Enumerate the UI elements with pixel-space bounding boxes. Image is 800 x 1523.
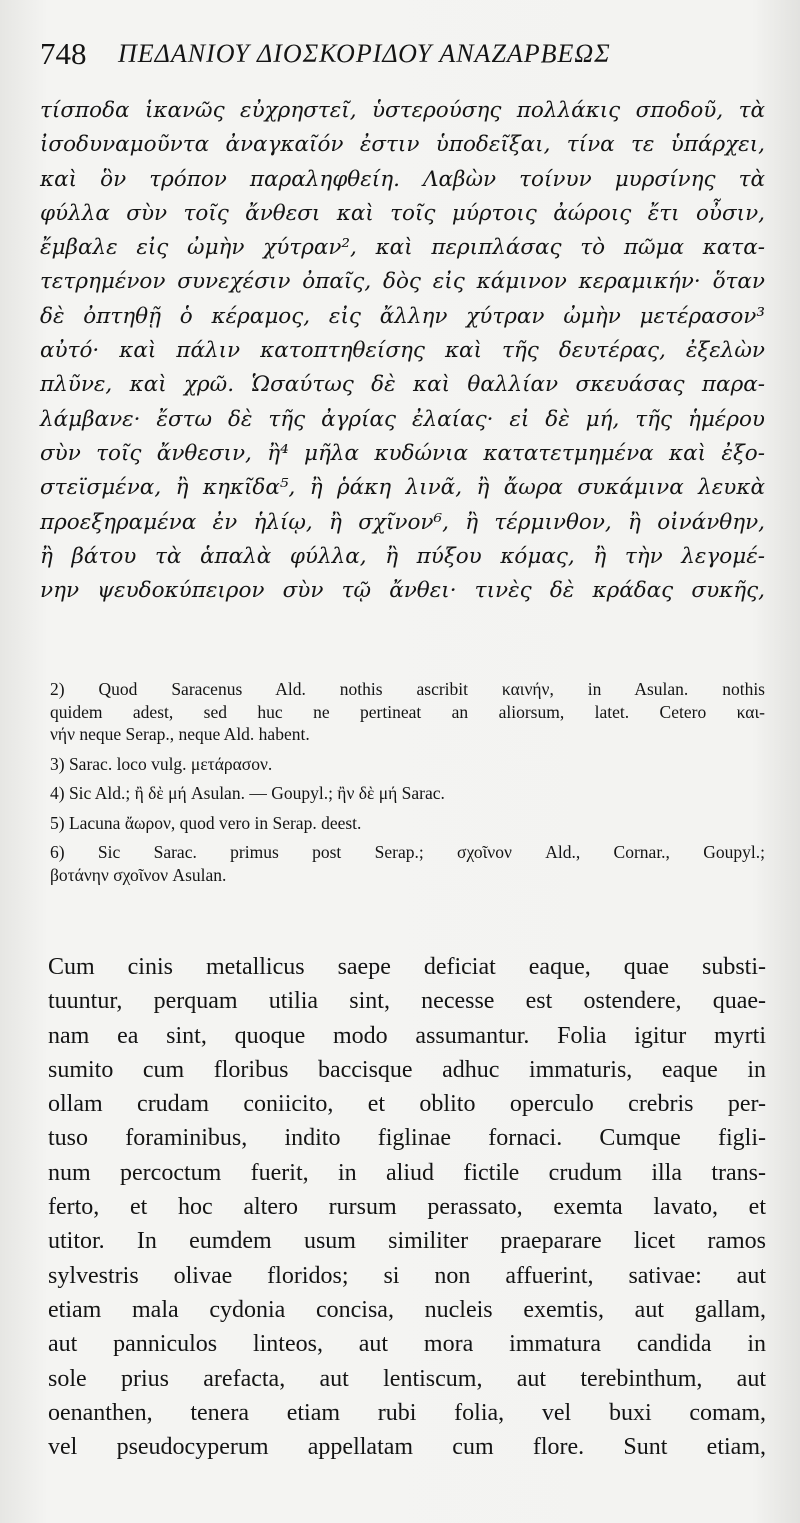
page-header	[40, 36, 770, 76]
latin-line: tuso foraminibus, indito figlinae fornaci. Cumque figli-	[48, 1125, 766, 1152]
greek-text-block	[40, 94, 765, 608]
greek-line: καὶ ὃν τρόπον παραληφθείη. Λαβὼν τοίνυν μυρσίνης τὰ	[40, 166, 765, 192]
page-number: 748	[40, 36, 87, 71]
footnotes	[50, 678, 765, 893]
latin-line: ollam crudam coniicito, et oblito operculo crebris per-	[48, 1091, 766, 1118]
latin-line: sumito cum floribus baccisque adhuc immaturis, eaque in	[48, 1056, 766, 1083]
greek-line: πλῦνε, καὶ χρῶ. Ὡσαύτως δὲ καὶ θαλλίαν σκευάσας παρα-	[40, 372, 765, 398]
latin-line: sylvestris olivae floridos; si non affuerint, sativae: aut	[48, 1262, 766, 1289]
latin-line: Cum cinis metallicus saepe deficiat eaque, quae substi-	[48, 954, 766, 980]
footnote-line: 5) Lacuna ἄωρον, quod vero in Serap. deest.	[50, 812, 362, 833]
footnote-4	[50, 782, 765, 805]
latin-line: num percoctum fuerit, in aliud fictile crudum illa trans-	[48, 1159, 766, 1186]
latin-line: vel pseudocyperum appellatam cum flore. Sunt etiam,	[48, 1434, 766, 1461]
latin-line: oenanthen, tenera etiam rubi folia, vel buxi comam,	[48, 1399, 766, 1426]
greek-line: προεξηραμένα ἐν ἡλίῳ, ἢ σχῖνον⁶, ἢ τέρμινθον, ἢ οἰνάνθην,	[40, 509, 765, 535]
latin-line: ferto, et hoc altero rursum perassato, exemta lavato, et	[48, 1194, 766, 1221]
footnote-line: 3) Sarac. loco vulg. μετάρασον.	[50, 753, 273, 774]
greek-line: ἰσοδυναμοῦντα ἀναγκαῖόν ἐστιν ὑποδεῖξαι, τίνα τε ὑπάρχει,	[40, 132, 765, 158]
footnote-line: 2) Quod Saracenus Ald. nothis ascribit καινήν, in Asulan. nothis	[50, 679, 765, 699]
latin-line: aut panniculos linteos, aut mora immatura candida in	[48, 1331, 766, 1358]
greek-line: σὺν τοῖς ἄνθεσιν, ἢ⁴ μῆλα κυδώνια κατατετμημένα καὶ ἐξο-	[40, 440, 765, 466]
latin-line: nam ea sint, quoque modo assumantur. Folia igitur myrti	[48, 1022, 766, 1049]
footnote-line: quidem adest, sed huc ne pertineat an aliorsum, latet. Cetero και-	[50, 701, 765, 722]
latin-line: tuuntur, perquam utilia sint, necesse est ostendere, quae-	[48, 988, 766, 1015]
running-head: ΠΕΔΑΝΙΟΥ ΔΙΟΣΚΟΡΙΔΟΥ ΑΝΑΖΑΡΒΕΩΣ	[118, 39, 611, 68]
footnote-5	[50, 812, 765, 835]
latin-line: sole prius arefacta, aut lentiscum, aut terebinthum, aut	[48, 1365, 766, 1392]
greek-line: δὲ ὀπτηθῇ ὁ κέραμος, εἰς ἄλλην χύτραν ὠμὴν μετέρασον³	[40, 303, 765, 329]
latin-line: etiam mala cydonia concisa, nucleis exemtis, aut gallam,	[48, 1296, 766, 1323]
greek-line: στεϊσμένα, ἢ κηκῖδα⁵, ἢ ῥάκη λινᾶ, ἢ ἄωρα συκάμινα λευκὰ	[40, 475, 765, 501]
footnote-line: νήν neque Serap., neque Ald. habent.	[50, 724, 310, 744]
greek-line: ἔμβαλε εἰς ὠμὴν χύτραν², καὶ περιπλάσας τὸ πῶμα κατα-	[40, 235, 765, 261]
greek-line: τετρημένον συνεχέσιν ὀπαῖς, δὸς εἰς κάμινον κεραμικήν· ὅταν	[40, 269, 765, 295]
greek-line: τίσποδα ἱκανῶς εὐχρηστεῖ, ὑστερούσης πολλάκις σποδοῦ, τὰ	[40, 98, 765, 123]
greek-line: φύλλα σὺν τοῖς ἄνθεσι καὶ τοῖς μύρτοις ἀώροις ἔτι οὖσιν,	[40, 200, 765, 226]
greek-line: ἢ βάτου τὰ ἁπαλὰ φύλλα, ἢ πύξου κόμας, ἢ τὴν λεγομέ-	[40, 543, 765, 569]
footnote-3	[50, 753, 765, 776]
footnote-line: 4) Sic Ald.; ἢ δὲ μή Asulan. — Goupyl.; ἢν δὲ μή Sarac.	[50, 783, 445, 803]
greek-line: αὐτό· καὶ πάλιν κατοπτηθείσης καὶ τῆς δευτέρας, ἐξελὼν	[40, 338, 765, 364]
greek-line: νην ψευδοκύπειρον σὺν τῷ ἄνθει· τινὲς δὲ κράδας συκῆς,	[40, 578, 765, 604]
latin-translation-block	[48, 950, 766, 1464]
footnote-line: 6) Sic Sarac. primus post Serap.; σχοῖνον Ald., Cornar., Goupyl.;	[50, 842, 765, 862]
footnote-2	[50, 678, 765, 746]
greek-line: λάμβανε· ἔστω δὲ τῆς ἀγρίας ἐλαίας· εἰ δὲ μή, τῆς ἡμέρου	[40, 406, 765, 432]
footnote-6	[50, 841, 765, 886]
footnote-line: βοτάνην σχοῖνον Asulan.	[50, 864, 227, 885]
latin-line: utitor. In eumdem usum similiter praeparare licet ramos	[48, 1228, 766, 1255]
